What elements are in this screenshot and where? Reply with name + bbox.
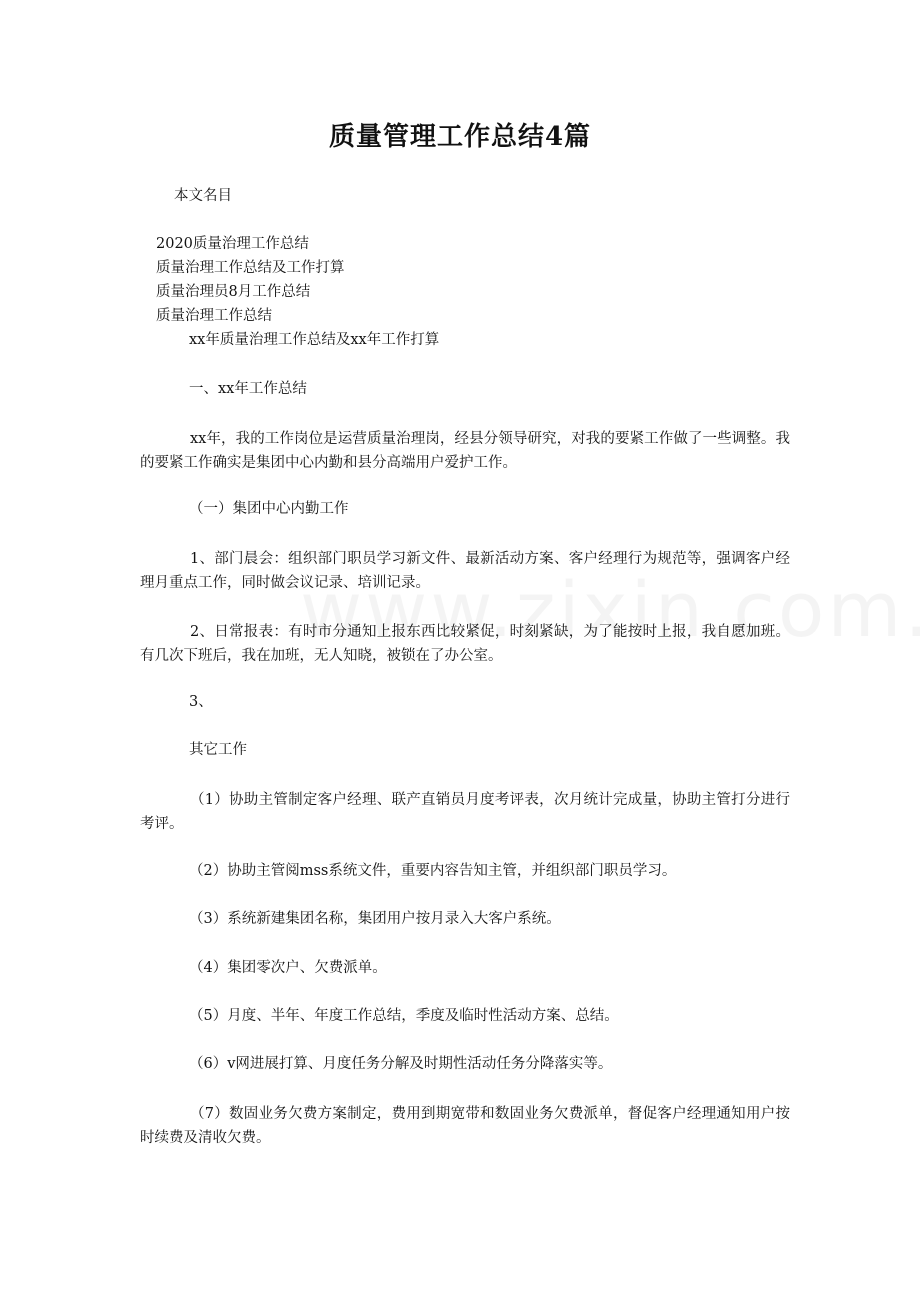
section-heading-1: 一、xx年工作总结 [189, 381, 307, 397]
paragraph-item-3: 3、 [189, 694, 213, 710]
paragraph-item-2: 2、日常报表：有时市分通知上报东西比较紧促，时刻紧缺，为了能按时上报，我自愿加班。有几次下班后，我在加班，无人知晓，被锁在了办公室。 [140, 624, 790, 664]
toc-item-4: 质量治理工作总结 [156, 308, 272, 324]
other-work-heading: 其它工作 [189, 742, 247, 758]
document-subtitle: xx年质量治理工作总结及xx年工作打算 [189, 332, 440, 348]
toc-heading: 本文名目 [174, 188, 232, 204]
toc-item-2: 质量治理工作总结及工作打算 [156, 260, 345, 276]
other-item-6: （6）v网进展打算、月度任务分解及时期性活动任务分降落实等。 [189, 1056, 613, 1072]
other-item-4: （4）集团零次户、欠费派单。 [189, 960, 387, 976]
other-item-7: （7）数固业务欠费方案制定，费用到期宽带和数固业务欠费派单，督促客户经理通知用户按时续费及清收欠费。 [140, 1106, 790, 1146]
toc-item-3: 质量治理员8月工作总结 [156, 284, 311, 300]
paragraph-item-1: 1、部门晨会：组织部门职员学习新文件、最新活动方案、客户经理行为规范等，强调客户经理月重点工作，同时做会议记录、培训记录。 [140, 551, 790, 591]
document-title: 质量管理工作总结4篇 [328, 122, 592, 152]
toc-item-1: 2020质量治理工作总结 [156, 236, 309, 252]
paragraph-intro: xx年，我的工作岗位是运营质量治理岗，经县分领导研究，对我的要紧工作做了一些调整。我的要紧工作确实是集团中心内勤和县分高端用户爱护工作。 [140, 431, 790, 471]
subsection-heading-1: （一）集团中心内勤工作 [189, 501, 349, 517]
other-item-3: （3）系统新建集团名称，集团用户按月录入大客户系统。 [189, 911, 561, 927]
other-item-1: （1）协助主管制定客户经理、联产直销员月度考评表，次月统计完成量，协助主管打分进行考评。 [140, 792, 790, 832]
other-item-2: （2）协助主管阅mss系统文件，重要内容告知主管，并组织部门职员学习。 [189, 863, 677, 879]
other-item-5: （5）月度、半年、年度工作总结，季度及临时性活动方案、总结。 [189, 1008, 619, 1024]
